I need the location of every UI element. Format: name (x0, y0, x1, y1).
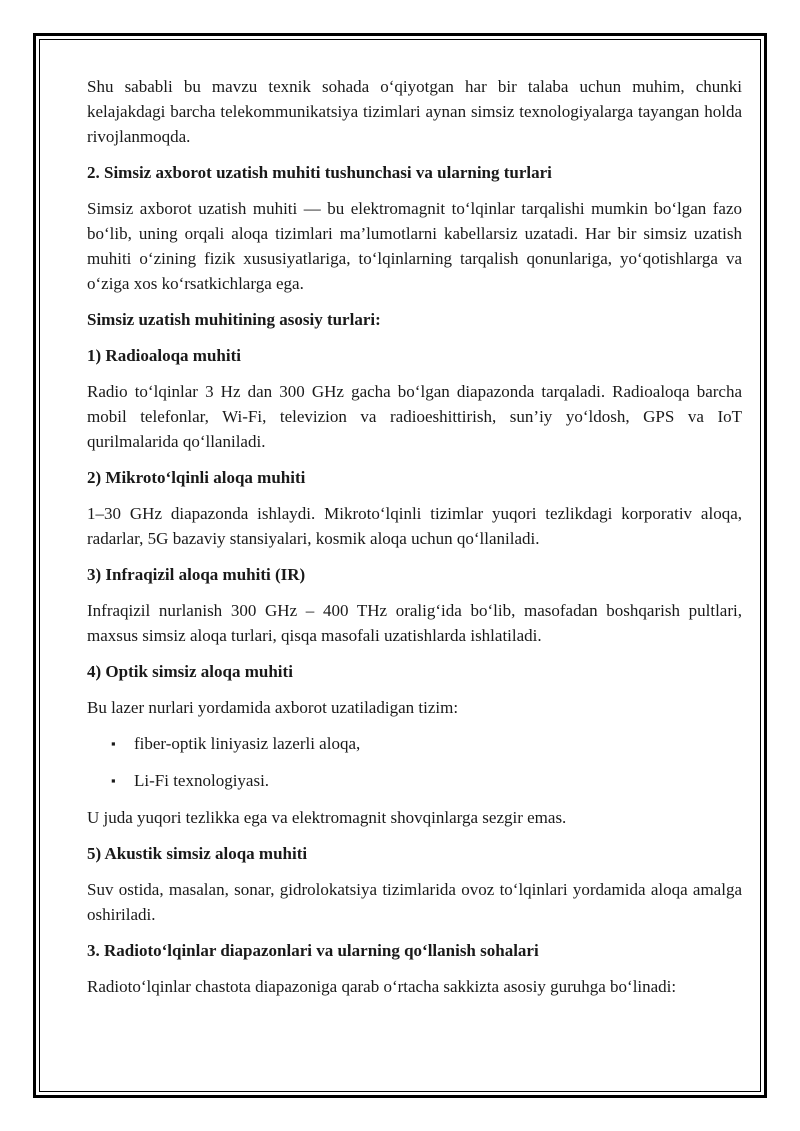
paragraph: 1–30 GHz diapazonda ishlaydi. Mikroto‘lqinli tizimlar yuqori tezlikdagi korporativ aloqa, radarlar, 5G bazaviy stansiyalari, kosmik aloqa uchun qo‘llaniladi. (87, 504, 742, 548)
section-heading: 3. Radioto‘lqinlar diapazonlari va ularning qo‘llanish sohalari (87, 941, 539, 960)
paragraph: Shu sababli bu mavzu texnik sohada o‘qiyotgan har bir talaba uchun muhim, chunki kelajakdagi barcha telekommunikatsiya tizimlari aynan simsiz texnologiyalarga tayangan holda rivojlanmoqda. (87, 77, 742, 146)
section-heading: 2. Simsiz axborot uzatish muhiti tushunchasi va ularning turlari (87, 163, 552, 182)
bullet-icon: ▪ (111, 773, 116, 788)
bullet-list (87, 731, 742, 793)
paragraph: Bu lazer nurlari yordamida axborot uzatiladigan tizim: (87, 698, 459, 717)
bullet-list-item (87, 768, 742, 793)
section-heading: 1) Radioaloqa muhiti (87, 346, 241, 365)
paragraph: Infraqizil nurlanish 300 GHz – 400 THz oralig‘ida bo‘lib, masofadan boshqarish pultlari, maxsus simsiz aloqa turlari, qisqa masofali uzatishlarda ishlatiladi. (87, 601, 742, 645)
paragraph: Radio to‘lqinlar 3 Hz dan 300 GHz gacha bo‘lgan diapazonda tarqaladi. Radioaloqa barcha mobil telefonlar, Wi-Fi, televizion va radioeshittirish, sun’iy yo‘ldosh, GPS va IoT qurilmalarida qo‘llaniladi. (87, 382, 742, 451)
section-heading: Simsiz uzatish muhitining asosiy turlari: (87, 310, 381, 329)
section-heading: 2) Mikroto‘lqinli aloqa muhiti (87, 468, 306, 487)
bullet-list-item (87, 731, 742, 756)
document-body (87, 74, 742, 1010)
bullet-icon: ▪ (111, 736, 116, 751)
section-heading: 5) Akustik simsiz aloqa muhiti (87, 844, 308, 863)
paragraph: Simsiz axborot uzatish muhiti — bu elektromagnit to‘lqinlar tarqalishi mumkin bo‘lgan fazo bo‘lib, uning orqali aloqa tizimlari ma’lumotlarni kabellarsiz uzatadi. Har bir simsiz uzatish muhiti o‘zining fizik xususiyatlariga, to‘lqinlarning tarqalish qonunlariga, yo‘qotishlarga va o‘ziga xos ko‘rsatkichlarga ega. (87, 199, 742, 293)
bullet-text: Li-Fi texnologiyasi. (134, 771, 270, 790)
paragraph: Suv ostida, masalan, sonar, gidrolokatsiya tizimlarida ovoz to‘lqinlari yordamida aloqa amalga oshiriladi. (87, 880, 742, 924)
bullet-text: fiber-optik liniyasiz lazerli aloqa, (134, 734, 361, 753)
section-heading: 3) Infraqizil aloqa muhiti (IR) (87, 565, 306, 584)
paragraph: Radioto‘lqinlar chastota diapazoniga qarab o‘rtacha sakkizta asosiy guruhga bo‘linadi: (87, 977, 677, 996)
paragraph: U juda yuqori tezlikka ega va elektromagnit shovqinlarga sezgir emas. (87, 808, 567, 827)
section-heading: 4) Optik simsiz aloqa muhiti (87, 662, 293, 681)
